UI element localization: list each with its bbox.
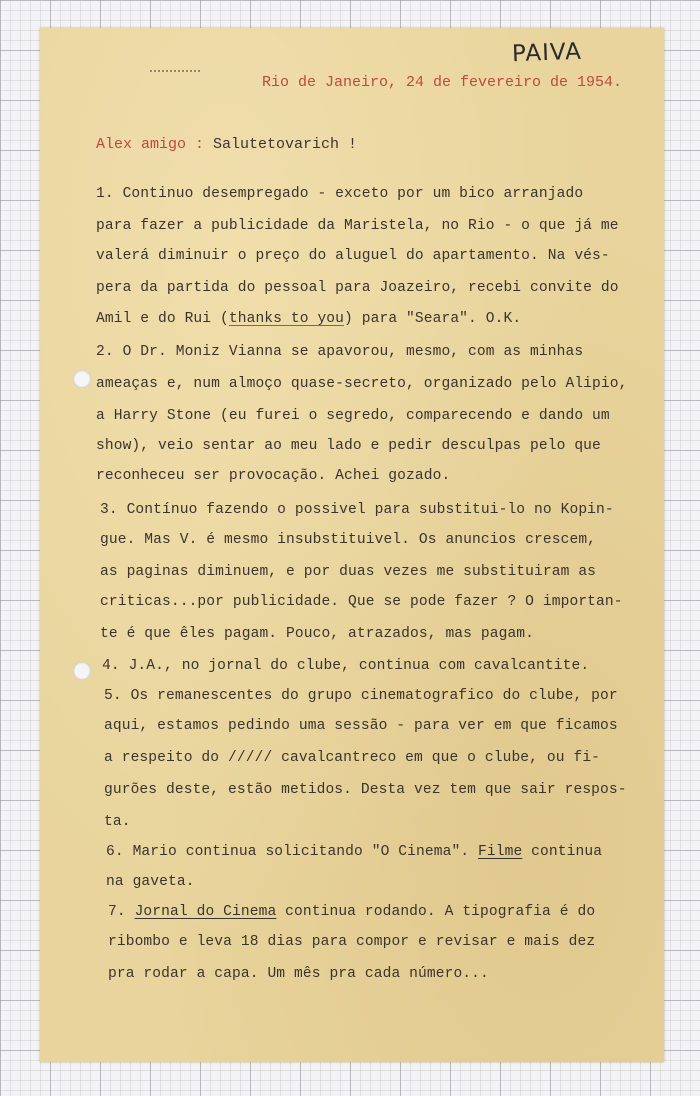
punch-hole	[73, 370, 91, 388]
salutation	[96, 136, 357, 153]
body-line: pera da partida do pessoal para Joazeiro, recebi convite do	[96, 280, 619, 296]
body-line: criticas...por publicidade. Que se pode fazer ? O importan-	[100, 594, 623, 610]
body-line: pra rodar a capa. Um mês pra cada número...	[108, 966, 489, 982]
body-line: 4. J.A., no jornal do clube, continua com cavalcantite.	[102, 658, 590, 674]
body-line: show), veio sentar ao meu lado e pedir desculpas pelo que	[96, 438, 601, 454]
body-line	[96, 311, 521, 327]
line-text: 6. Mario continua solicitando "O Cinema".	[106, 844, 479, 860]
body-line: ribombo e leva 18 dias para compor e revisar e mais dez	[108, 934, 596, 950]
dateline: Rio de Janeiro, 24 de fevereiro de 1954.	[262, 74, 623, 91]
body-line: 5. Os remanescentes do grupo cinematografico do clube, por	[104, 688, 618, 704]
faded-mark	[150, 64, 200, 72]
name-annotation: PAIVA	[511, 38, 583, 68]
body-line: 1. Continuo desempregado - exceto por um bico arranjado	[96, 186, 584, 202]
punch-hole	[73, 662, 91, 680]
body-line: a respeito do ///// cavalcantreco em que o clube, ou fi-	[104, 750, 601, 766]
body-line: te é que êles pagam. Pouco, atrazados, mas pagam.	[100, 626, 535, 642]
body-line: ta.	[104, 814, 131, 830]
body-line: gurões deste, estão metidos. Desta vez tem que sair respos-	[104, 782, 627, 798]
body-line: reconheceu ser provocação. Achei gozado.	[96, 468, 451, 484]
body-line: gue. Mas V. é mesmo insubstituivel. Os anuncios crescem,	[100, 532, 597, 548]
underlined-phrase: thanks to you	[228, 311, 345, 327]
salutation-rest: Salutetovarich !	[204, 136, 358, 153]
body-line: na gaveta.	[106, 874, 195, 890]
body-line: 2. O Dr. Moniz Vianna se apavorou, mesmo, com as minhas	[96, 344, 584, 360]
line-text: continua	[522, 844, 603, 860]
body-line: aqui, estamos pedindo uma sessão - para ver em que ficamos	[104, 718, 618, 734]
body-line	[106, 844, 602, 860]
line-text: Amil e do Rui (	[96, 311, 229, 327]
underlined-phrase: Jornal do Cinema	[134, 904, 277, 920]
body-line	[108, 904, 595, 920]
body-line: as paginas diminuem, e por duas vezes me substituiram as	[100, 564, 597, 580]
body-line: valerá diminuir o preço do aluguel do apartamento. Na vés-	[96, 248, 610, 264]
body-line: 3. Contínuo fazendo o possivel para substitui-lo no Kopin-	[100, 502, 614, 518]
underlined-phrase: Filme	[478, 844, 523, 860]
body-line: ameaças e, num almoço quase-secreto, organizado pelo Alipio,	[96, 376, 628, 392]
body-line: a Harry Stone (eu furei o segredo, comparecendo e dando um	[96, 408, 610, 424]
line-text: continua rodando. A tipografia é do	[276, 904, 596, 920]
line-text: 7.	[108, 904, 135, 920]
body-line: para fazer a publicidade da Maristela, no Rio - o que já me	[96, 218, 619, 234]
line-text: ) para "Seara". O.K.	[344, 311, 522, 327]
salutation-greeting: Alex amigo :	[96, 136, 205, 153]
